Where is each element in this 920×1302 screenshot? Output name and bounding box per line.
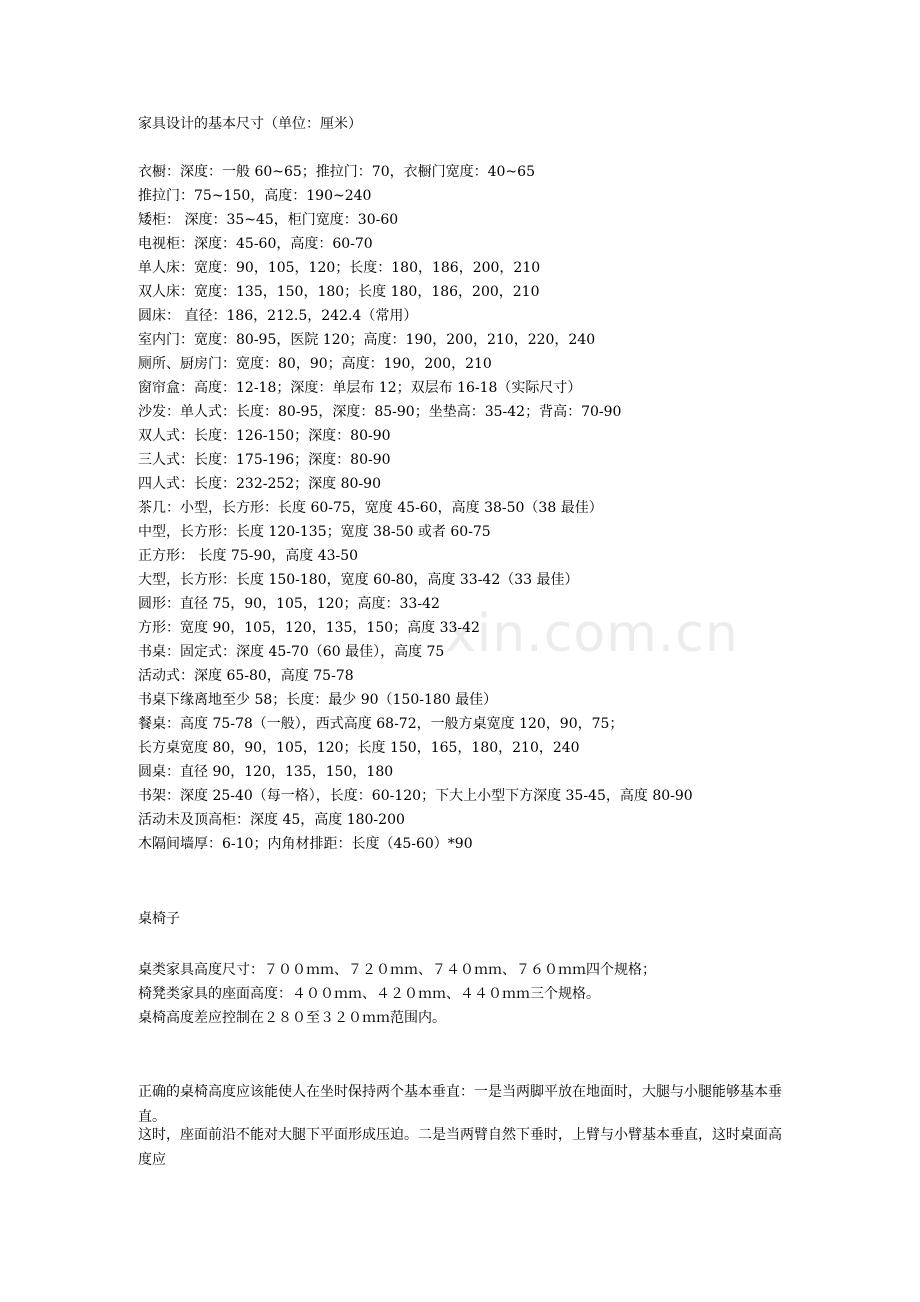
text-line: 书架：深度 25-40（每一格），长度：60-120；下大上小型下方深度 35-45，高度 80-90 [138,788,693,804]
text-line: 中型，长方形：长度 120-135；宽度 38-50 或者 60-75 [138,524,491,540]
text-line: 木隔间墙厚：6-10；内角材排距：长度（45-60）*90 [138,836,473,852]
text-line: 正方形： 长度 75-90，高度 43-50 [138,548,359,564]
section-furniture-dimensions [138,112,788,136]
text-line: 圆桌：直径 90，120，135，150，180 [138,764,394,780]
text-line: 双人床：宽度：135，150，180；长度 180，186，200，210 [138,284,540,300]
text-line: 长方桌宽度 80，90，105，120；长度 150，165，180，210，240 [138,740,580,756]
dimension-list [138,160,788,856]
watermark: xin.com.cn [445,604,739,664]
text-line: 桌类家具高度尺寸：７００ｍｍ、７２０ｍｍ、７４０ｍｍ、７６０ｍｍ四个规格； [138,962,656,978]
text-line: 沙发：单人式：长度：80-95，深度：85-90；坐垫高：35-42；背高：70-90 [138,404,622,420]
text-line: 茶几：小型，长方形：长度 60-75，宽度 45-60，高度 38-50（38 最佳） [138,500,603,516]
text-line: 三人式：长度：175-196；深度：80-90 [138,452,391,468]
text-line: 圆床： 直径：186，212.5，242.4（常用） [138,308,418,324]
text-line: 衣橱：深度：一般 60~65；推拉门：70，衣橱门宽度：40~65 [138,164,535,180]
paragraph: 正确的桌椅高度应该能使人在坐时保持两个基本垂直：一是当两脚平放在地面时，大腿与小腿能够基本垂直。 [138,1084,782,1125]
text-line: 餐桌：高度 75-78（一般），西式高度 68-72，一般方桌宽度 120，90，75； [138,716,624,732]
text-line: 室内门：宽度：80-95，医院 120；高度：190，200，210，220，240 [138,332,596,348]
text-line: 四人式：长度：232-252；深度 80-90 [138,476,381,492]
text-line: 大型，长方形：长度 150-180，宽度 60-80，高度 33-42（33 最佳） [138,572,579,588]
text-line: 活动未及顶高柜：深度 45，高度 180-200 [138,812,405,828]
text-line: 厕所、厨房门：宽度：80，90；高度：190，200，210 [138,356,492,372]
section-title: 家具设计的基本尺寸（单位：厘米） [138,116,362,132]
text-line: 矮柜： 深度：35~45，柜门宽度：30-60 [138,212,399,228]
paragraph: 这时，座面前沿不能对大腿下平面形成压迫。二是当两臂自然下垂时，上臂与小臂基本垂直，这时桌面高度应 [138,1127,782,1168]
text-line: 桌椅高度差应控制在２８０至３２０ｍｍ范围内。 [138,1010,446,1026]
section-tables-chairs [138,907,788,931]
text-line: 方形：宽度 90，105，120，135，150；高度 33-42 [138,620,480,636]
text-line: 圆形：直径 75，90，105，120；高度：33-42 [138,596,440,612]
text-line: 推拉门：75~150，高度：190~240 [138,188,372,204]
section-title: 桌椅子 [138,911,180,927]
text-line: 电视柜：深度：45-60，高度：60-70 [138,236,373,252]
text-line: 单人床：宽度：90，105，120；长度：180，186，200，210 [138,260,541,276]
text-line: 窗帘盒：高度：12-18；深度：单层布 12；双层布 16-18（实际尺寸） [138,380,582,396]
text-line: 活动式：深度 65-80，高度 75-78 [138,668,354,684]
text-line: 双人式：长度：126-150；深度：80-90 [138,428,391,444]
height-spec-list [138,958,788,1030]
text-line: 书桌：固定式：深度 45-70（60 最佳），高度 75 [138,644,445,660]
text-line: 椅凳类家具的座面高度：４００ｍｍ、４２０ｍｍ、４４０ｍｍ三个规格。 [138,986,600,1002]
text-line: 书桌下缘离地至少 58；长度：最少 90（150-180 最佳） [138,692,498,708]
